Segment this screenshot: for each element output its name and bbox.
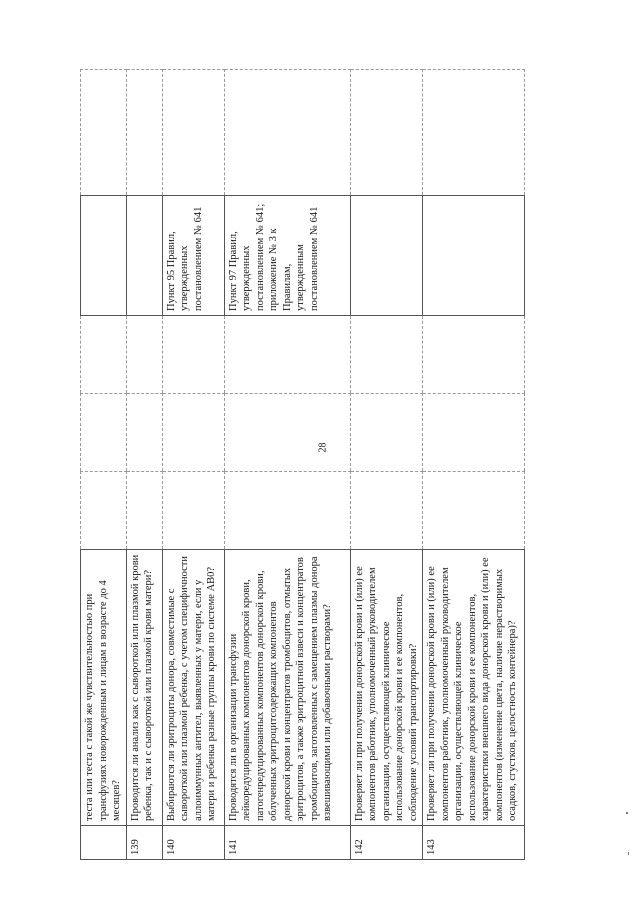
- note-cell: [162, 70, 224, 196]
- answer-na-cell: [126, 316, 162, 394]
- reference-cell: [423, 196, 525, 316]
- reference-cell: [350, 196, 423, 316]
- scan-speck: [628, 852, 629, 855]
- checklist-table: [80, 69, 525, 860]
- note-cell: [423, 70, 525, 196]
- question-cell: Проводятся ли в организации трансфузии лейкоредуцированных компонентов донорской крови, патогенредуцированных компонентов донорской крови, облученных эритроцитсодержащих компонентов донорской крови и концентратов тромбоцитов, отмытых эритроцитов, а также эритроцитной взвеси и концентратов тромбоцитов, заготовленных с замещением плазмы донора взвешивающими или добавочными растворами?: [224, 550, 350, 826]
- answer-na-cell: [224, 316, 350, 394]
- answer-no-cell: [126, 394, 162, 472]
- scan-speck: [626, 812, 628, 814]
- reference-cell: Пункт 97 Правил, утвержденных постановлением № 641; приложение № 3 к Правилам, утвержденным постановлением № 641: [224, 196, 350, 316]
- answer-yes-cell: [423, 472, 525, 550]
- answer-yes-cell: [162, 472, 224, 550]
- answer-no-cell: [162, 394, 224, 472]
- table-row: [126, 70, 162, 860]
- reference-cell: Пункт 95 Правил, утвержденных постановлением № 641: [162, 196, 224, 316]
- table-row: [162, 70, 224, 860]
- answer-no-cell: [81, 394, 127, 472]
- answer-no-cell: [350, 394, 423, 472]
- page-number: 28: [317, 442, 329, 453]
- answer-na-cell: [81, 316, 127, 394]
- question-cell: теста или теста с такой же чувствительностью при трансфузиях новорожденным и лицам в возрасте до 4 месяцев?: [81, 550, 127, 826]
- note-cell: [350, 70, 423, 196]
- table-row: [423, 70, 525, 860]
- question-cell: Проверяет ли при получении донорской крови и (или) ее компонентов работник, уполномоченный руководителем организации, осуществляющей клиническое использование донорской крови и ее компонентов, соблюдение условий транспортировки?: [350, 550, 423, 826]
- reference-cell: [126, 196, 162, 316]
- reference-cell: [81, 196, 127, 316]
- rotated-table-container: [80, 70, 518, 860]
- row-number: 141: [224, 826, 350, 860]
- note-cell: [224, 70, 350, 196]
- answer-yes-cell: [350, 472, 423, 550]
- answer-yes-cell: [81, 472, 127, 550]
- row-number: 142: [350, 826, 423, 860]
- row-number: 140: [162, 826, 224, 860]
- question-cell: Выбираются ли эритроциты донора, совместимые с сывороткой или плазмой ребенка, с учетом специфичности аллоиммунных антител, выявленных у матери, если у матери и ребенка разные группы крови по системе АВ0?: [162, 550, 224, 826]
- answer-na-cell: [350, 316, 423, 394]
- answer-na-cell: [162, 316, 224, 394]
- answer-yes-cell: [126, 472, 162, 550]
- row-number: 143: [423, 826, 525, 860]
- question-cell: Проводится ли анализ как с сывороткой или плазмой крови ребенка, так и с сывороткой или плазмой крови матери?: [126, 550, 162, 826]
- answer-no-cell: [224, 394, 350, 472]
- table-row: [350, 70, 423, 860]
- row-number: [81, 826, 127, 860]
- note-cell: [81, 70, 127, 196]
- note-cell: [126, 70, 162, 196]
- table-row: [224, 70, 350, 860]
- question-cell: Проверяет ли при получении донорской крови и (или) ее компонентов работник, уполномоченный руководителем организации, осуществляющей клиническое использование донорской крови и ее компонентов, характеристики внешнего вида донорской крови и (или) ее компонентов (изменение цвета, наличие нерастворимых осадков, сгустков, целостность контейнера)?: [423, 550, 525, 826]
- row-number: 139: [126, 826, 162, 860]
- answer-na-cell: [423, 316, 525, 394]
- answer-no-cell: [423, 394, 525, 472]
- answer-yes-cell: [224, 472, 350, 550]
- table-row: [81, 70, 127, 860]
